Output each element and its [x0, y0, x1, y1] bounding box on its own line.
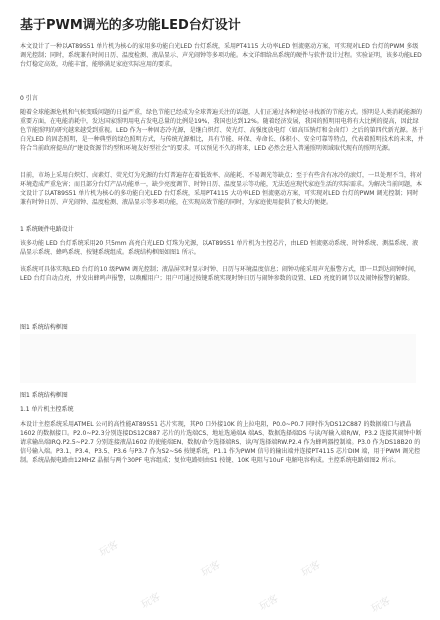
watermark: 玩客 — [257, 593, 281, 613]
intro-paragraph-1: 随着全球能源危机和气候变暖问题的日益严重，绿色节能已经成为全球普遍关注的话题，人们正通过各种途径寻找新的节能方式。照明是人类消耗能源的重要方面，在电能消耗中，发达国家照明用电占发电总量的比例是19%，我国也达到12%。随着经济发展，我国的照明用电将有大比例的提高，因此绿色节能照明的研究越来越受到重视。LED 作为一种固态冷光源，是继白炽灯、荧光灯、高强度放电灯（如高压钠灯和金卤灯）之后的第四代新光源。基于白光LED 的固态照明，是一种典型的绿色照明方式，与传统光源相比，具有节能、环保、寿命长、体积小、安全可靠等特点，代表着照明技术的未来，并符合当前政府提出的“建设资源节约型和环境友好型社会”的要求。可以预见不久的将来，LED 必然会进入普通照明领域取代现有的照明光源。 — [20, 109, 424, 152]
abstract-paragraph: 本文设计了一种以AT89S51 单片机为核心的家用多功能白光LED 台灯系统，采用PT4115 大功率LED 恒流驱动方案，可实现对LED 台灯的PWM 多级调光控制；同时，系统兼有时间日历、温度检测、液晶显示、声光闹钟等多项功能。本文详细给出系统的硬件与软件设计过程。实验证明，该多功能LED台灯稳定高效，功能丰富，能够满足家庭实际应用的要求。 — [20, 43, 422, 68]
figure-caption: 图1 系统结构框图 — [20, 324, 68, 331]
hardware-paragraph-2: 该系统可具体实现LED 台灯的10 级PWM 调光控制；液晶屏实时显示时钟、日历与环境温度信息；闹钟功能采用声光报警方式，即一旦到达闹钟时间，LED 台灯自动点亮，并发出蜂鸣声报警，以唤醒用户；用户可通过按键系统实现时钟日历与闹钟参数的设置、LED 亮度的调节以及闹钟报警的解除。 — [20, 266, 420, 282]
watermark: 玩客 — [299, 559, 323, 579]
figure-caption-below: 图1 系统结构框图 — [20, 392, 68, 399]
mcu-paragraph: 本设计主控系统采用ATMEL 公司的高性能AT89S51 芯片实现，其P0 口外接10K 的上拉电阻，P0.0~P0.7 同时作为DS12C887 的数据端口与液晶1602 的数据接口。P2.0~P2.3分别连接DS12C887 芯片的片选端CS、地址选通端A 端AS、数据选择端DS 与读/写输入端R/W，P3.2 连接其闹钟中断请求输出端IRQ.P2.5~P2.7 分别连接液晶1602 的使能端EN、数据/命令选择端RS、读/写选择端RW.P2.4 作为蜂鸣器控制端。P3.0 作为DS18B20 的信号输入端。P3.1、P3.4、P3.5、P3.6 与P3.7 作为S2~S6 按键系统，P1.1 作为PWM 信号的输出端并连接PT4115 芯片DIM 端，用于PWM 调光控制。系统晶振电路由12MHZ 晶振与两个30PF 电容组成；复位电路则由S1 按键、10K 电阻与10uF 电解电容构成。主控系统电路如图2 所示。 — [20, 421, 422, 464]
watermark: 玩客 — [97, 539, 121, 559]
watermark: 玩客 — [139, 591, 163, 611]
watermark: 玩客 — [369, 595, 393, 615]
document-title: 基于PWM调光的多功能LED台灯设计 — [20, 18, 241, 33]
figure-image-area — [20, 334, 416, 383]
section-heading-intro: 0 引言 — [20, 95, 38, 102]
section-heading-hardware: 1 系统硬件电路设计 — [20, 226, 74, 233]
hardware-paragraph-1: 该多功能 LED 台灯系统采用20 只5mm 高亮白光LED 灯珠为光源，以AT89S51 单片机为主控芯片，由LED 恒流驱动系统、时钟系统、测温系统、液晶显示系统、蜂鸣系统、按键系统组成。系统结构框图如图1 所示。 — [20, 240, 419, 256]
section-heading-mcu: 1.1 单片机主控系统 — [20, 406, 74, 413]
watermark: 玩客 — [199, 559, 223, 579]
intro-paragraph-2: 目前，市场上采用白炽灯、卤素灯、荧光灯为光源的台灯普遍存在着低效率、高能耗、不易调光等缺点；至于有些含有冰冷的滚灯，一旦处理不当，将对环境造成严重危害；而且部分台灯产品功能单一，缺少亮度调节、时钟日历、温度显示等功能，无法适应现代家庭生活的实际需求。为解决当前问题，本文设计了以AT89S51 单片机为核心的多功能白光LED 台灯系统，采用PT4115 大功率LED 恒流驱动方案，可实现对LED 台灯的PWM 调光控制；同时兼有时钟日历、声光闹钟、温度检测、液晶显示等多项功能，在实现高效节能的同时，为家庭使用提供了极大的便捷。 — [20, 172, 423, 206]
